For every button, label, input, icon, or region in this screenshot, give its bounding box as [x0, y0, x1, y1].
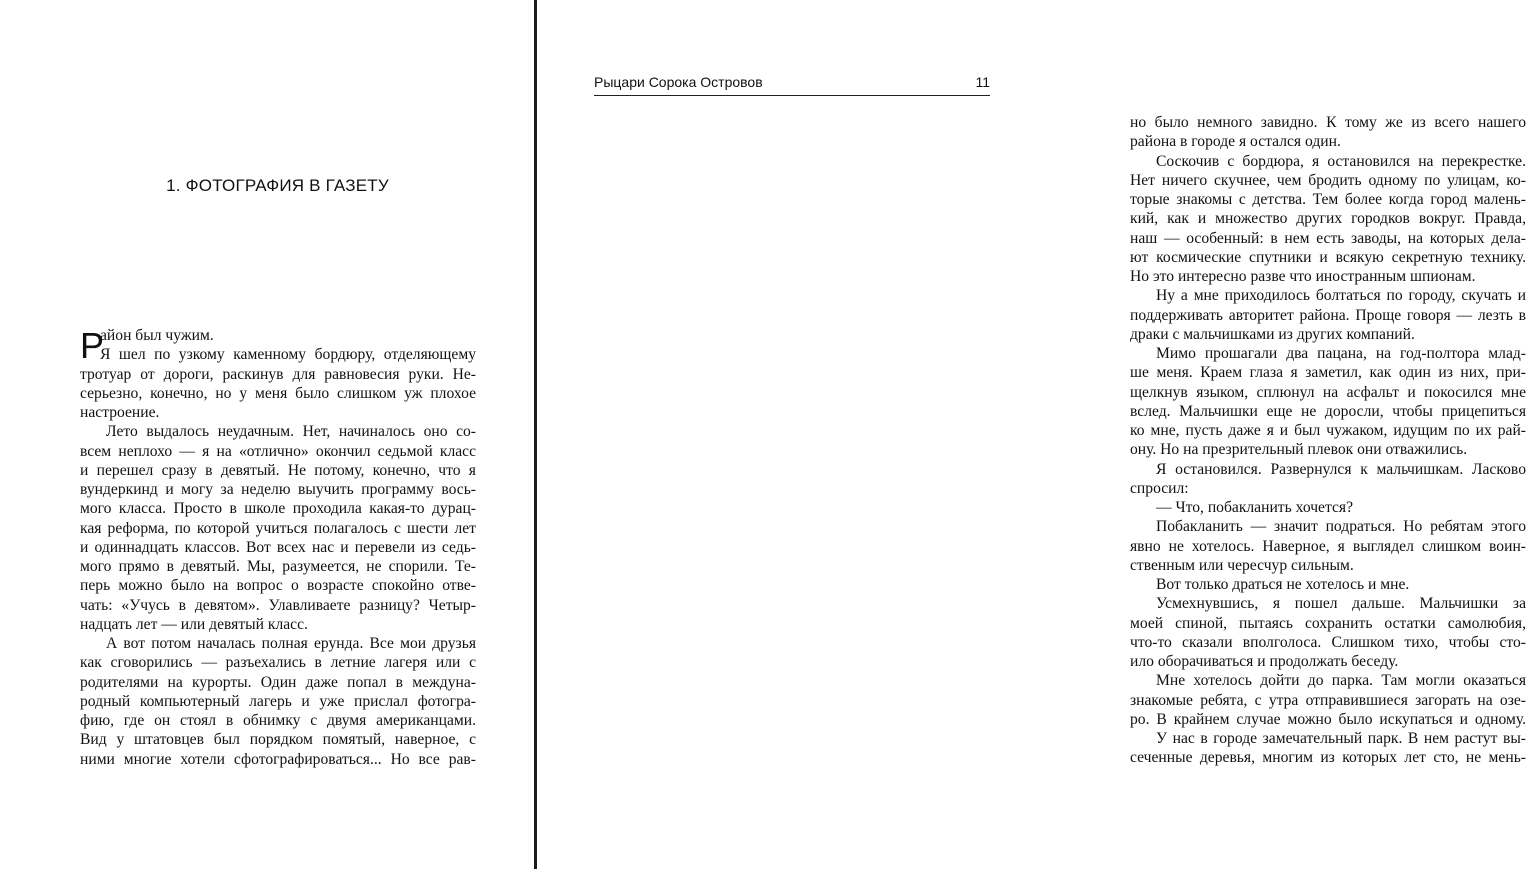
text-line: Но это интересно разве что иностранным шпионам. — [1130, 268, 1476, 285]
text-line: Я шел по узкому каменному бордюру, отделяющему — [100, 346, 476, 364]
text-line: ило оборачиваться и продолжать беседу. — [1130, 653, 1399, 670]
chapter-title: 1. ФОТОГРАФИЯ В ГАЗЕТУ — [166, 176, 389, 195]
text-line: У нас в городе замечательный парк. В нем растут вы- — [1156, 730, 1526, 747]
text-line: чать: «Учусь в девятом». Улавливаете разницу? Четыр- — [80, 596, 476, 614]
text-line: ними многие хотели сфотографироваться... Но все рав- — [80, 750, 476, 768]
drop-cap: Р — [80, 325, 105, 366]
text-line: Нет ничего скучнее, чем бродить одному по улицам, ко- — [1130, 171, 1526, 189]
text-line: серьезно, конечно, но у меня было слишком уж плохое — [80, 384, 476, 402]
text-line: наш — особенный: в нем есть заводы, на которых дела- — [1130, 229, 1526, 247]
text-line: Вот только драться не хотелось и мне. — [1156, 576, 1410, 593]
text-line: Я остановился. Развернулся к мальчишкам. Ласково — [1156, 460, 1526, 478]
text-line: Мимо прошагали два пацана, на год-полтора млад- — [1156, 345, 1526, 362]
running-head — [594, 74, 990, 94]
text-line: и одиннадцать классов. Вот всех нас и перевели из седь- — [80, 538, 476, 556]
text-line: Ну а мне приходилось болтаться по городу, скучать и — [1156, 287, 1526, 305]
text-line: кий, как и множество других городков вокруг. Правда, — [1130, 210, 1526, 228]
text-line: явно не хотелось. Наверное, я выглядел слишком воин- — [1130, 537, 1526, 555]
right-page — [537, 0, 1526, 869]
text-line: района в городе я остался один. — [1130, 133, 1341, 151]
text-line: всем неплохо — я на «отлично» окончил седьмой класс — [80, 442, 476, 460]
text-line: сеченные деревья, многим из которых лет сто, не мень- — [1130, 749, 1526, 767]
text-line: ко мне, пусть даже я и был чужаком, идущим по их рай- — [1130, 422, 1526, 439]
page-number: 11 — [975, 74, 990, 90]
text-line: Лето выдалось неудачным. Нет, начиналось оно со- — [106, 423, 476, 441]
text-line: знакомые ребята, с утра отправившиеся загорать на озе- — [1130, 691, 1526, 709]
text-line: кая реформа, по которой учиться полагалось с шести лет — [80, 519, 476, 537]
header-rule — [594, 95, 990, 96]
text-line: и перешел сразу в девятый. Не потому, конечно, что я — [80, 461, 476, 479]
text-line: фию, где он стоял в обнимку с двумя американцами. — [80, 712, 476, 729]
text-line: вслед. Мальчишки еще не доросли, чтобы прицепиться — [1130, 402, 1526, 420]
text-line: моей спиной, пытаясь сохранить остатки самолюбия, — [1130, 614, 1526, 632]
text-line: торые знакомы с детства. Тем более когда город малень- — [1130, 191, 1526, 208]
text-line: но было немного завидно. К тому же из всего нашего — [1130, 114, 1526, 131]
text-line: как сговорились — разъехались в летние лагеря или с — [80, 654, 476, 672]
text-line: А вот потом началась полная ерунда. Все мои друзья — [106, 635, 476, 652]
text-line: перь можно было на вопрос о возрасте спокойно отве- — [80, 577, 476, 595]
running-title: Рыцари Сорока Островов — [594, 74, 763, 90]
right-page-text — [1130, 113, 1526, 768]
text-line: ону. Но на презрительный плевок они отважились. — [1130, 441, 1468, 459]
text-line: драки с мальчишками из других компаний. — [1130, 325, 1415, 343]
text-line: надцать лет — или девятый класс. — [80, 615, 308, 633]
text-line: вундеркинд и могу за неделю выучить программу вось- — [80, 481, 476, 498]
text-line: ют космические спутники и всякую секретную технику. — [1130, 248, 1526, 266]
text-line: что-то сказали вполголоса. Слишком тихо, чтобы сто- — [1130, 633, 1526, 651]
text-line: Усмехнувшись, я пошел дальше. Мальчишки за — [1156, 595, 1526, 613]
text-line: настроение. — [80, 404, 160, 421]
text-line: айон был чужим. — [100, 327, 214, 344]
text-line: Побакланить — значит подраться. Но ребятам этого — [1156, 518, 1526, 536]
text-line: спросил: — [1130, 479, 1189, 497]
text-line: тротуар от дороги, раскинув для равновесия руки. Не- — [80, 365, 476, 383]
text-line: ше меня. Краем глаза я заметил, как один из них, при- — [1130, 364, 1526, 382]
text-line: поддерживать авторитет района. Проще говоря — лезть в — [1130, 306, 1526, 324]
text-line: ро. В крайнем случае можно было искупаться и одному. — [1130, 710, 1526, 728]
text-line: ственным или чересчур сильным. — [1130, 556, 1354, 574]
text-line: Соскочив с бордюра, я остановился на перекрестке. — [1156, 152, 1526, 170]
text-line: родителями на курорты. Один даже попал в междуна- — [80, 673, 476, 691]
text-line: Вид у штатовцев был порядком помятый, наверное, с — [80, 731, 476, 749]
left-page-text — [80, 326, 476, 769]
text-line: щелкнув языком, сплюнул на асфальт и покосился мне — [1130, 383, 1526, 401]
text-line: — Что, побакланить хочется? — [1156, 499, 1354, 516]
text-line: мого прямо в девятый. Мы, разумеется, не спорили. Те- — [80, 558, 476, 575]
text-line: Мне хотелось дойти до парка. Там могли оказаться — [1156, 672, 1526, 690]
text-line: мого класса. Просто в школе проходила какая-то дурац- — [80, 500, 476, 518]
left-page — [0, 0, 534, 869]
text-line: родный компьютерный лагерь и уже прислал фотогра- — [80, 692, 476, 710]
